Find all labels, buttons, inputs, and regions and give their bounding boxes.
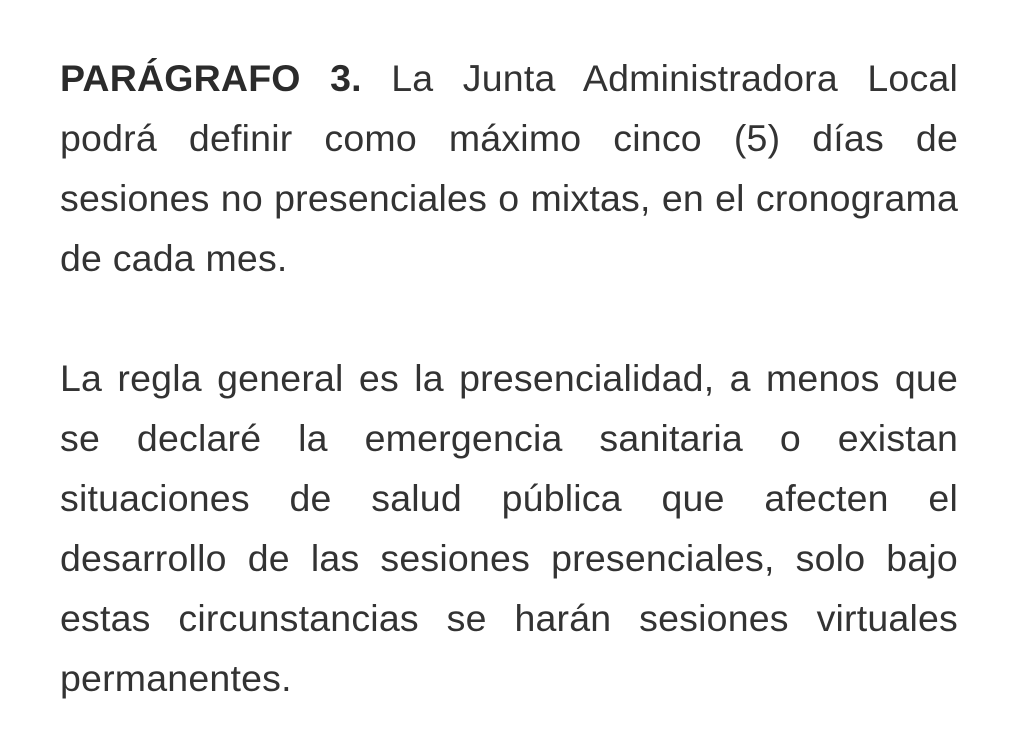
- paragraph-3: [60, 48, 958, 288]
- general-rule-text: La regla general es la presencialidad, a menos que se declaré la emergencia sanitaria o existan situaciones de salud pública que afecten el desarrollo de las sesiones presenciales, solo bajo estas circunstancias se harán sesiones virtuales permanentes.: [60, 357, 958, 699]
- paragraph-heading: PARÁGRAFO 3.: [60, 57, 362, 99]
- document-body: [60, 48, 958, 708]
- general-rule-paragraph: [60, 348, 958, 708]
- paragraph-3-text: La Junta Administradora Local podrá definir como máximo cinco (5) días de sesiones no presenciales o mixtas, en el cronograma de cada mes.: [60, 57, 958, 279]
